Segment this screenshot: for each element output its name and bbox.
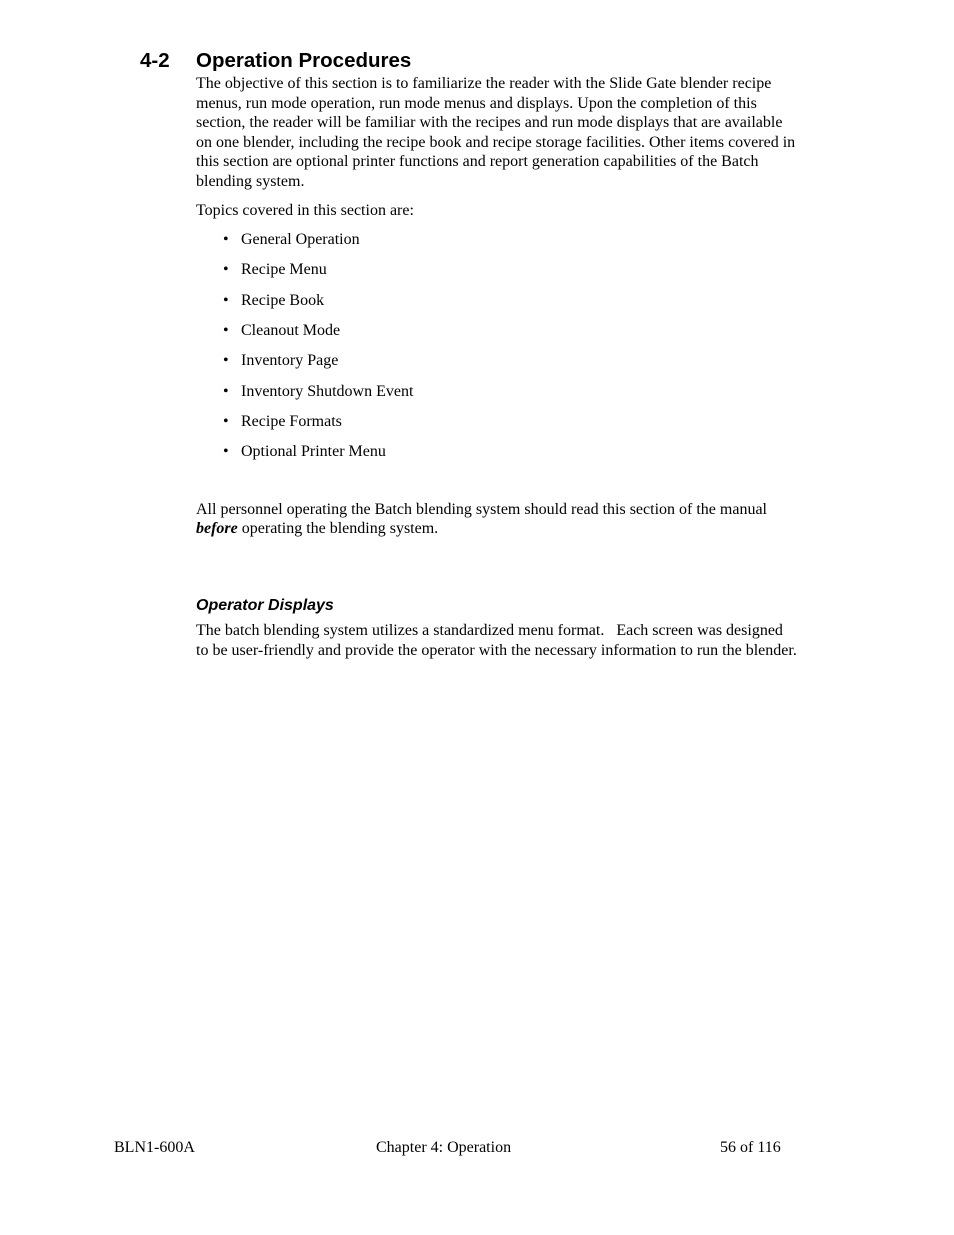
intro-line: The objective of this section is to familiarize the reader with the Slide Gate blender recipe — [196, 75, 772, 92]
footer-chapter: Chapter 4: Operation — [376, 1139, 512, 1156]
bullet-icon: • — [223, 443, 229, 461]
body-line: to be user-friendly and provide the operator with the necessary information to run the blender. — [196, 641, 797, 659]
operator-displays-paragraph — [196, 621, 846, 660]
bullet-icon: • — [223, 261, 229, 279]
topic-item — [223, 442, 846, 462]
topic-item — [223, 230, 846, 250]
topic-item — [223, 321, 846, 341]
intro-line: section, the reader will be familiar with the recipes and run mode displays that are available — [196, 114, 783, 132]
notice-line-rest: operating the blending system. — [237, 520, 439, 538]
bullet-icon: • — [223, 382, 229, 400]
subsection-heading: Operator Displays — [196, 596, 334, 614]
bullet-icon: • — [223, 412, 229, 430]
topic-item — [223, 351, 846, 371]
notice-paragraph — [196, 500, 846, 539]
topic-label: Recipe Menu — [241, 261, 327, 279]
topic-label: Cleanout Mode — [241, 322, 341, 339]
bullet-icon: • — [223, 322, 229, 339]
bullet-icon: • — [223, 231, 229, 249]
topic-item — [223, 260, 846, 280]
bullet-icon: • — [223, 352, 229, 370]
section-number: 4-2 — [140, 49, 170, 72]
topics-lead: Topics covered in this section are: — [196, 201, 414, 219]
footer-doc-id: BLN1-600A — [114, 1139, 195, 1156]
bullet-icon: • — [223, 291, 229, 309]
body-line: The batch blending system utilizes a standardized menu format. Each screen was designed — [196, 621, 783, 639]
topic-item — [223, 412, 846, 432]
topic-label: Inventory Shutdown Event — [241, 382, 414, 400]
topic-label: Optional Printer Menu — [241, 443, 386, 461]
topic-label: Inventory Page — [241, 352, 339, 370]
topic-item — [223, 382, 846, 402]
topic-label: General Operation — [241, 231, 360, 249]
notice-line: All personnel operating the Batch blending system should read this section of the manual — [196, 500, 767, 518]
topic-label: Recipe Formats — [241, 412, 342, 430]
notice-emphasis: before — [196, 520, 238, 538]
section-heading — [140, 48, 411, 74]
topics-list — [196, 230, 846, 462]
intro-line: on one blender, including the recipe book and recipe storage facilities. Other items covered in — [196, 133, 796, 151]
intro-line: blending system. — [196, 172, 305, 190]
footer-page-number: 56 of 116 — [720, 1139, 781, 1156]
topic-item — [223, 291, 846, 311]
page-content — [196, 74, 846, 660]
topic-label: Recipe Book — [241, 291, 325, 309]
intro-line: this section are optional printer functions and report generation capabilities of the Batch — [196, 153, 759, 171]
section-title: Operation Procedures — [196, 49, 412, 72]
intro-paragraph — [196, 74, 846, 192]
intro-line: menus, run mode operation, run mode menus and displays. Upon the completion of this — [196, 94, 757, 112]
